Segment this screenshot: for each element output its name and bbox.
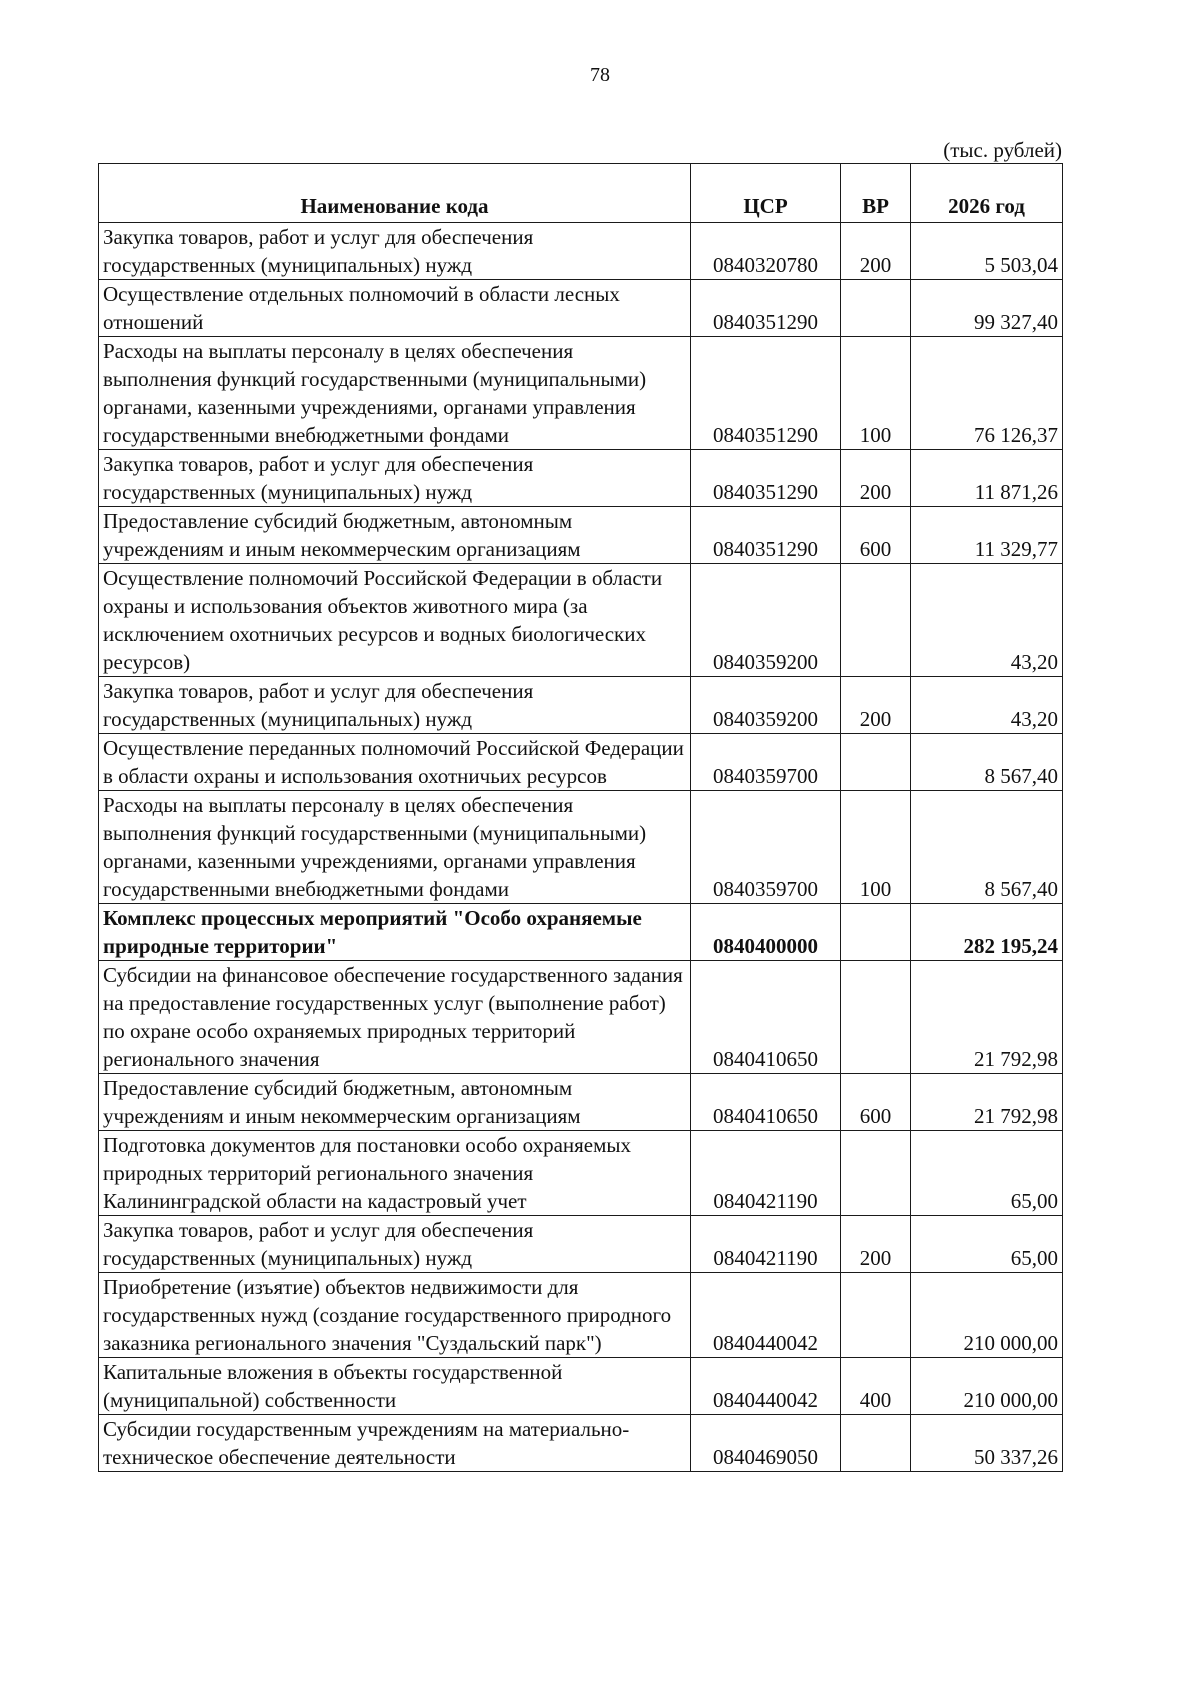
row-amount: 76 126,37 (911, 337, 1063, 450)
row-name: Капитальные вложения в объекты государственной (муниципальной) собственности (99, 1358, 691, 1415)
page-number: 78 (590, 64, 610, 86)
row-vr (841, 961, 911, 1074)
row-name: Подготовка документов для постановки особо охраняемых природных территорий регионального значения Калининградской области на кадастровый учет (99, 1131, 691, 1216)
table-row (99, 1216, 1063, 1273)
row-vr: 600 (841, 507, 911, 564)
table-row (99, 791, 1063, 904)
row-name: Субсидии государственным учреждениям на материально-техническое обеспечение деятельности (99, 1415, 691, 1472)
table-row (99, 961, 1063, 1074)
header-vr: ВР (841, 164, 911, 223)
row-name: Расходы на выплаты персоналу в целях обеспечения выполнения функций государственными (муниципальными) органами, казенными учреждениями, органами управления государственными внебюджетными фондами (99, 791, 691, 904)
row-amount: 282 195,24 (911, 904, 1063, 961)
table-row (99, 223, 1063, 280)
row-csr: 0840469050 (691, 1415, 841, 1472)
row-csr: 0840359700 (691, 734, 841, 791)
row-csr: 0840421190 (691, 1131, 841, 1216)
budget-table (98, 163, 1063, 1472)
row-vr: 200 (841, 450, 911, 507)
table-row (99, 734, 1063, 791)
row-name: Субсидии на финансовое обеспечение государственного задания на предоставление государственных услуг (выполнение работ) по охране особо охраняемых природных территорий регионального значения (99, 961, 691, 1074)
row-amount: 8 567,40 (911, 734, 1063, 791)
row-csr: 0840351290 (691, 337, 841, 450)
table-row (99, 904, 1063, 961)
units-label: (тыс. рублей) (943, 138, 1062, 162)
row-amount: 65,00 (911, 1131, 1063, 1216)
table-row (99, 280, 1063, 337)
row-amount: 43,20 (911, 677, 1063, 734)
row-csr: 0840351290 (691, 280, 841, 337)
row-csr: 0840351290 (691, 450, 841, 507)
row-amount: 11 871,26 (911, 450, 1063, 507)
row-vr (841, 1131, 911, 1216)
row-csr: 0840359700 (691, 791, 841, 904)
row-name: Закупка товаров, работ и услуг для обеспечения государственных (муниципальных) нужд (99, 450, 691, 507)
row-name: Расходы на выплаты персоналу в целях обеспечения выполнения функций государственными (муниципальными) органами, казенными учреждениями, органами управления государственными внебюджетными фондами (99, 337, 691, 450)
row-amount: 5 503,04 (911, 223, 1063, 280)
header-name: Наименование кода (99, 164, 691, 223)
table-row (99, 564, 1063, 677)
row-csr: 0840421190 (691, 1216, 841, 1273)
table-row (99, 1131, 1063, 1216)
row-amount: 65,00 (911, 1216, 1063, 1273)
row-vr: 200 (841, 677, 911, 734)
row-name: Закупка товаров, работ и услуг для обеспечения государственных (муниципальных) нужд (99, 223, 691, 280)
row-vr: 400 (841, 1358, 911, 1415)
row-name: Предоставление субсидий бюджетным, автономным учреждениям и иным некоммерческим организациям (99, 1074, 691, 1131)
table-row (99, 1074, 1063, 1131)
table-row (99, 1273, 1063, 1358)
row-vr (841, 280, 911, 337)
table-row (99, 507, 1063, 564)
row-vr: 600 (841, 1074, 911, 1131)
row-vr (841, 734, 911, 791)
row-name: Осуществление переданных полномочий Российской Федерации в области охраны и использования охотничьих ресурсов (99, 734, 691, 791)
row-vr: 200 (841, 223, 911, 280)
row-amount: 8 567,40 (911, 791, 1063, 904)
table-row (99, 677, 1063, 734)
row-name: Предоставление субсидий бюджетным, автономным учреждениям и иным некоммерческим организациям (99, 507, 691, 564)
row-csr: 0840351290 (691, 507, 841, 564)
header-csr: ЦСР (691, 164, 841, 223)
row-vr (841, 1415, 911, 1472)
row-csr: 0840440042 (691, 1273, 841, 1358)
row-csr: 0840359200 (691, 564, 841, 677)
row-csr: 0840440042 (691, 1358, 841, 1415)
row-name: Осуществление полномочий Российской Федерации в области охраны и использования объектов животного мира (за исключением охотничьих ресурсов и водных биологических ресурсов) (99, 564, 691, 677)
row-amount: 43,20 (911, 564, 1063, 677)
row-amount: 210 000,00 (911, 1273, 1063, 1358)
row-name: Закупка товаров, работ и услуг для обеспечения государственных (муниципальных) нужд (99, 1216, 691, 1273)
row-csr: 0840320780 (691, 223, 841, 280)
row-csr: 0840359200 (691, 677, 841, 734)
row-amount: 11 329,77 (911, 507, 1063, 564)
row-csr: 0840400000 (691, 904, 841, 961)
row-amount: 50 337,26 (911, 1415, 1063, 1472)
row-csr: 0840410650 (691, 961, 841, 1074)
table-row (99, 1415, 1063, 1472)
row-amount: 210 000,00 (911, 1358, 1063, 1415)
row-amount: 21 792,98 (911, 961, 1063, 1074)
row-amount: 99 327,40 (911, 280, 1063, 337)
row-name: Закупка товаров, работ и услуг для обеспечения государственных (муниципальных) нужд (99, 677, 691, 734)
table-row (99, 1358, 1063, 1415)
table-header-row (99, 164, 1063, 223)
row-name: Осуществление отдельных полномочий в области лесных отношений (99, 280, 691, 337)
row-vr: 100 (841, 337, 911, 450)
row-name: Приобретение (изъятие) объектов недвижимости для государственных нужд (создание государственного природного заказника регионального значения "Суздальский парк") (99, 1273, 691, 1358)
table-row (99, 450, 1063, 507)
row-vr: 100 (841, 791, 911, 904)
row-vr (841, 564, 911, 677)
row-amount: 21 792,98 (911, 1074, 1063, 1131)
row-vr (841, 1273, 911, 1358)
row-csr: 0840410650 (691, 1074, 841, 1131)
row-vr: 200 (841, 1216, 911, 1273)
row-name: Комплекс процессных мероприятий "Особо охраняемые природные территории" (99, 904, 691, 961)
row-vr (841, 904, 911, 961)
table-row (99, 337, 1063, 450)
header-year: 2026 год (911, 164, 1063, 223)
